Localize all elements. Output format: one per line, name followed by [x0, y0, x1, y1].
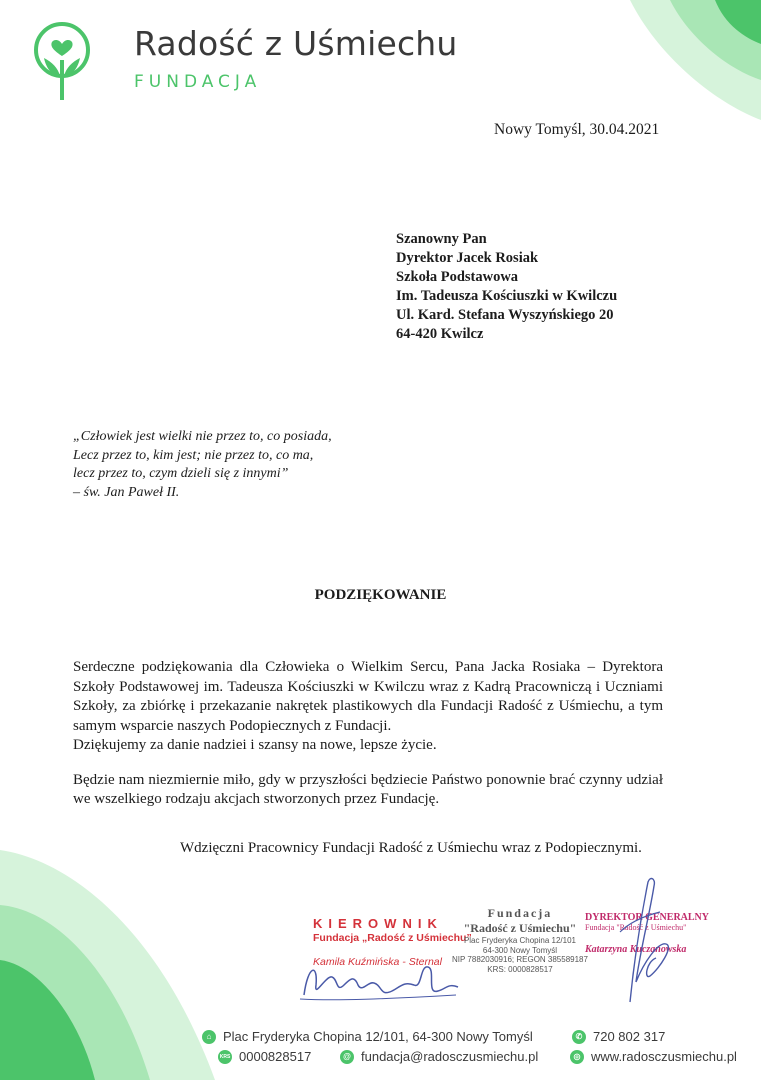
director-name: Katarzyna Kuczanowska [585, 944, 687, 955]
footer-email-text[interactable]: fundacja@radosczusmiechu.pl [361, 1049, 539, 1064]
body-paragraph: Będzie nam niezmiernie miło, gdy w przyszłości będziecie Państwo ponownie brać czynny udział we wszelkiego rodzaju akcjach stworzonych przez Fundację. [73, 771, 663, 807]
signature-director [600, 872, 680, 1012]
recipient-line: Ul. Kard. Stefana Wyszyńskiego 20 [396, 307, 614, 323]
kierownik-name: Kamila Kuźmińska - Sternal [313, 956, 442, 968]
foundation-stamp-line: Plac Fryderyka Chopina 12/101 [463, 936, 576, 945]
krs-icon: KRS [218, 1050, 232, 1064]
footer-address-text: Plac Fryderyka Chopina 12/101, 64-300 Nowy Tomyśl [223, 1029, 533, 1044]
quote [73, 428, 332, 502]
logo-title: Radość z Uśmiechu [134, 24, 458, 63]
foundation-stamp-line: KRS: 0000828517 [487, 964, 553, 974]
letter-body [73, 658, 663, 810]
body-paragraph: Serdeczne podziękowania dla Człowieka o Wielkim Sercu, Pana Jacka Rosiaka – Dyrektora Szkoły Podstawowej im. Tadeusza Kościuszki w Kwilczu wraz z Kadrą Pracowniczą i Uczniami Szkoły, za zbiórkę i przekazanie nakrętek plastikowych dla Fundacji Radość z Uśmiechu, a tym samym wsparcie naszych Podopiecznych z Fundacji. [73, 659, 663, 734]
signature-kierownik [296, 955, 466, 1005]
quote-line: – św. Jan Paweł II. [73, 484, 180, 500]
recipient-line: Dyrektor Jacek Rosiak [396, 250, 539, 266]
foundation-stamp-line: Fundacja [487, 906, 553, 920]
recipient-address [396, 230, 617, 344]
recipient-line: Im. Tadeusza Kościuszki w Kwilczu [396, 288, 618, 304]
recipient-line: Szanowny Pan [396, 231, 487, 247]
quote-line: „Człowiek jest wielki nie przez to, co posiada, [73, 429, 332, 444]
foundation-stamp-line: NIP 7882030916; REGON 385589187 [452, 955, 588, 964]
footer-email [340, 1049, 538, 1064]
at-icon: @ [340, 1050, 354, 1064]
kierownik-title: KIEROWNIK [313, 916, 443, 931]
body-paragraph: Dziękujemy za danie nadziei i szansy na nowe, lepsze życie. [73, 737, 437, 753]
home-icon: ⌂ [202, 1030, 216, 1044]
footer-krs [218, 1049, 311, 1064]
footer-address [202, 1029, 533, 1044]
kierownik-org: Fundacja „Radość z Uśmiechu” [313, 932, 472, 944]
foundation-stamp [452, 906, 588, 974]
footer-website-text[interactable]: www.radosczusmiechu.pl [591, 1049, 737, 1064]
letter-closing: Wdzięczni Pracownicy Fundacji Radość z Uśmiechu wraz z Podopiecznymi. [180, 840, 642, 856]
logo-tree-icon [32, 20, 94, 102]
director-title: DYREKTOR GENERALNY [585, 912, 709, 923]
foundation-stamp-line: "Radość z Uśmiechu" [463, 921, 577, 935]
footer-phone-text: 720 802 317 [593, 1029, 666, 1044]
letter-date: Nowy Tomyśl, 30.04.2021 [494, 121, 660, 138]
recipient-line: Szkoła Podstawowa [396, 269, 519, 285]
footer-krs-text: 0000828517 [239, 1049, 312, 1064]
director-org: Fundacja "Radość z Uśmiechu" [585, 923, 687, 932]
phone-icon: ✆ [572, 1030, 586, 1044]
quote-line: Lecz przez to, kim jest; nie przez to, co ma, [73, 447, 314, 463]
letter-heading: PODZIĘKOWANIE [314, 587, 447, 603]
foundation-stamp-line: 64-300 Nowy Tomyśl [482, 945, 558, 955]
recipient-line: 64-420 Kwilcz [396, 326, 484, 342]
footer-phone [572, 1029, 665, 1044]
globe-icon: ◎ [570, 1050, 584, 1064]
logo-subtitle: FUNDACJA [134, 72, 262, 92]
quote-line: lecz przez to, czym dzieli się z innymi” [73, 466, 289, 481]
footer-website [570, 1049, 737, 1064]
